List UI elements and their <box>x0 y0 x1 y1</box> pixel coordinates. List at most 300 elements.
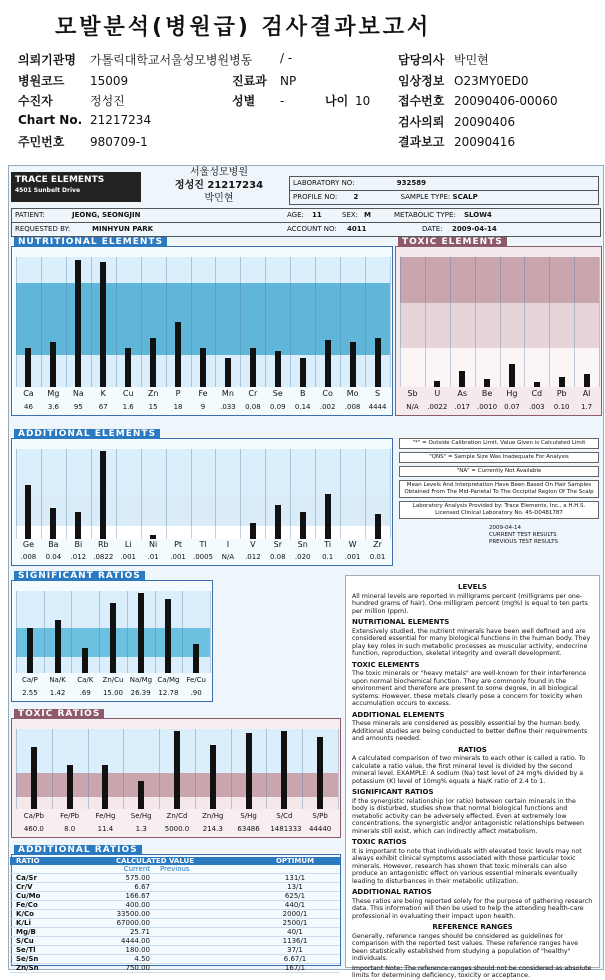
requested-label: REQUESTED BY: <box>15 225 71 233</box>
additional-heading: ADDITIONAL ELEMENTS <box>352 710 445 719</box>
header-label: 병원코드 <box>18 73 65 88</box>
chart-label: U <box>434 389 441 398</box>
significant-ratios-title: SIGNIFICANT RATIOS <box>14 571 145 581</box>
additional-section <box>11 429 393 566</box>
chart-bar <box>350 342 356 388</box>
ratio-optimum: 2500/1 <box>282 919 308 927</box>
header-row <box>398 133 515 153</box>
chart-value: 15 <box>148 403 158 411</box>
chart-bar <box>150 535 156 540</box>
chart-label: Mn <box>221 389 234 398</box>
chart-label: Cu <box>122 389 134 398</box>
chart-bar <box>193 644 199 673</box>
chart-label: Ca/Pb <box>23 812 44 820</box>
ratio-optimum: 131/1 <box>284 874 306 882</box>
chart-bar <box>534 382 540 387</box>
chart-gridline <box>88 729 89 809</box>
stamp-line-2: 정성진 21217234 <box>174 180 264 191</box>
ratio-optimum: 6.67/1 <box>283 955 307 963</box>
ratio-optimum: 40/1 <box>287 928 303 936</box>
ratio-optimum: 625/1 <box>284 892 306 900</box>
stamp-line-3: 박민현 <box>204 193 234 204</box>
chart-bar <box>100 262 106 387</box>
chart-value: .012 <box>245 553 261 561</box>
chart-gridline <box>191 449 192 539</box>
header-row <box>232 72 296 92</box>
chart-bar <box>175 322 181 387</box>
ratio-previous <box>160 919 250 927</box>
metabolic-type: SLOW4 <box>464 211 492 219</box>
ratio-current: 4.50 <box>134 955 150 963</box>
chart-bar <box>125 348 131 387</box>
chart-gridline <box>315 449 316 539</box>
chart-value: .008 <box>344 403 361 411</box>
chart-label: Zn <box>147 389 159 398</box>
chart-value: .0822 <box>93 553 114 561</box>
levels-heading: LEVELS <box>458 583 487 591</box>
chart-bar <box>110 603 116 673</box>
ratio-name: Ca/Sr <box>16 874 37 882</box>
ratio-row <box>10 946 340 955</box>
age-label: AGE: <box>287 211 304 219</box>
chart-value: 1.42 <box>49 689 66 697</box>
chart-bar <box>174 731 180 809</box>
lab-logo <box>11 172 141 202</box>
header-label: 성별 <box>232 94 256 108</box>
chart-band <box>16 257 390 283</box>
ratio-previous <box>160 910 250 918</box>
chart-gridline <box>16 257 17 387</box>
chart-bar <box>225 358 231 387</box>
chart-label: Bi <box>74 540 83 549</box>
chart-gridline <box>340 257 341 387</box>
chart-label: Ge <box>22 540 35 549</box>
chart-value: .003 <box>529 403 545 411</box>
chart-gridline <box>390 449 391 539</box>
chart-bar <box>138 781 144 809</box>
chart-gridline <box>141 257 142 387</box>
ratio-name: Se/Tl <box>16 946 36 954</box>
toxic-section <box>395 237 602 416</box>
ratio-name: Mg/B <box>16 928 36 936</box>
chart-gridline <box>182 591 183 673</box>
ratio-name: Fe/Co <box>16 901 38 909</box>
patient-info <box>11 208 601 237</box>
chart-label: Hg <box>506 389 518 398</box>
chart-bar <box>300 358 306 387</box>
ratio-current: 6.67 <box>134 883 150 891</box>
account-no: 4011 <box>347 225 367 233</box>
chart-band <box>16 283 390 355</box>
header-value: 20090406-00060 <box>454 94 558 108</box>
chart-value: 0.08 <box>245 403 261 411</box>
chart-bar <box>50 342 56 388</box>
header-label: 담당의사 <box>398 53 445 67</box>
chart-value: 1.6 <box>122 403 134 411</box>
chart-bar <box>275 351 281 387</box>
chart-label: Ni <box>149 540 158 549</box>
chart-value: 0.10 <box>553 403 570 411</box>
header-label: 수진자 <box>18 94 53 108</box>
chart-gridline <box>215 449 216 539</box>
ratio-current: 750.00 <box>125 964 150 972</box>
ratio-optimum: 1136/1 <box>282 937 308 945</box>
chart-bar <box>55 620 61 673</box>
header-value: 정성진 <box>90 94 125 108</box>
chart-label: Ca/K <box>77 676 94 684</box>
chart-gridline <box>240 449 241 539</box>
nutritional-section <box>11 237 393 416</box>
toxic-ratios-text: It is important to note that individuals with elevated toxic levels may not always exhibit clinical symptoms associated with those particular toxic minerals. However, research has shown that toxic minerals can also produce an antagonistic effect on various essential minerals eventually leading to disturbances in their metabolic utilization. <box>352 847 582 885</box>
chart-value: .001 <box>344 553 361 561</box>
chart-gridline <box>265 257 266 387</box>
chart-label: Fe/Hg <box>95 812 116 820</box>
ratio-current: 33500.00 <box>116 910 150 918</box>
reference-heading: REFERENCE RANGES <box>432 923 513 931</box>
chart-gridline <box>549 257 550 387</box>
toxic-text: The toxic minerals or "heavy metals" are well-known for their interference upon normal biochemical function. They are commonly found in the environment and therefore are present to some degree, in all biological systems. However, these metals clearly pose a concern for toxicity when accumulation occurs to excess. <box>352 670 587 707</box>
additional-ratios-text: These ratios are being reported solely for the purpose of gathering research data. This information will then be used to help the attending health-care professional in evaluating their impact upon health. <box>352 897 593 920</box>
chart-label: Mg <box>47 389 60 398</box>
metabolic-label: METABOLIC TYPE: <box>394 211 456 219</box>
chart-gridline <box>52 729 53 809</box>
chart-bar <box>509 364 515 387</box>
chart-label: Se/Hg <box>130 812 152 820</box>
chart-value: 63486 <box>237 825 260 833</box>
chart-value: 3.6 <box>47 403 59 411</box>
chart-bar <box>317 737 323 809</box>
header-value: 가톨릭대학교서울성모병원병동 <box>90 53 253 67</box>
ratio-row <box>10 964 340 973</box>
chart-bar <box>50 508 56 540</box>
chart-label: Pb <box>556 389 567 398</box>
chart-gridline <box>127 591 128 673</box>
chart-value: 12.78 <box>158 689 179 697</box>
profile-label: PROFILE NO: <box>293 193 338 201</box>
chart-band <box>16 494 390 526</box>
chart-bar <box>25 348 31 387</box>
toxic-heading: TOXIC ELEMENTS <box>352 660 420 669</box>
chart-value: 26.39 <box>130 689 151 697</box>
chart-value: .69 <box>79 689 91 697</box>
ratio-row <box>10 883 340 892</box>
header-label: 나이 <box>325 94 349 108</box>
chart-label: Ca/Mg <box>157 676 180 684</box>
chart-gridline <box>210 591 211 673</box>
toxic-ratios-heading: TOXIC RATIOS <box>352 838 407 846</box>
chart-label: Sb <box>407 389 418 398</box>
chart-label: K <box>100 389 106 398</box>
ratio-previous <box>160 883 250 891</box>
legend-4: Mean Levels And Interpretation Have Been Based On Hair Samples Obtained From The Mid-Parietal To The Occipital Region Of The Scalp <box>399 480 599 498</box>
chart-value: N/A <box>406 403 419 411</box>
ratio-optimum: 2000/1 <box>282 910 308 918</box>
chart-gridline <box>99 591 100 673</box>
chart-value: 0.07 <box>504 403 520 411</box>
chart-gridline <box>425 257 426 387</box>
ratio-table-header <box>10 857 340 865</box>
chart-value: .001 <box>170 553 186 561</box>
ratio-name: K/Co <box>16 910 34 918</box>
chart-value: 0.1 <box>322 553 334 561</box>
chart-label: V <box>250 540 256 549</box>
chart-bar <box>281 731 287 809</box>
ratio-previous <box>160 892 250 900</box>
logo-sub: 4501 Sunbelt Drive <box>15 187 81 194</box>
chart-value: 18 <box>173 403 183 411</box>
sex: M <box>364 211 371 219</box>
chart-gridline <box>166 449 167 539</box>
current-subheader: Current <box>123 865 150 873</box>
nutritional-heading: NUTRITIONAL ELEMENTS <box>352 618 450 626</box>
chart-gridline <box>574 257 575 387</box>
chart-value: .020 <box>294 553 311 561</box>
chart-gridline <box>91 257 92 387</box>
chart-label: P <box>175 389 181 398</box>
chart-label: Zn/Cu <box>102 676 124 684</box>
ratio-current: 575.00 <box>125 874 150 882</box>
ratio-row <box>10 937 340 946</box>
chart-label: Ti <box>324 540 332 549</box>
chart-value: .90 <box>190 689 202 697</box>
calc-col-header: CALCULATED VALUE <box>115 857 194 865</box>
chart-label: Fe/Pb <box>60 812 80 820</box>
patient-label: PATIENT: <box>15 211 45 219</box>
chart-label: Na/Mg <box>129 676 153 684</box>
ratio-previous <box>160 946 250 954</box>
header-value: 박민현 <box>454 53 489 67</box>
chart-bar <box>246 733 252 809</box>
chart-label: Se <box>272 389 283 398</box>
chart-value: .012 <box>70 553 87 561</box>
chart-value: 0.08 <box>270 553 286 561</box>
logo-text: TRACE ELEMENTS <box>15 175 105 185</box>
ratios-heading: RATIOS <box>458 745 487 754</box>
chart-bar <box>31 747 37 809</box>
header-row <box>398 72 529 92</box>
report-date: 2009-04-14 <box>452 225 497 233</box>
header-value: 20090416 <box>454 135 516 149</box>
chart-gridline <box>231 729 232 809</box>
chart-label: Fe/Cu <box>186 676 206 684</box>
chart-value: 5000.0 <box>164 825 190 833</box>
chart-value: .017 <box>454 403 470 411</box>
chart-bar <box>75 512 81 539</box>
legend-previous: PREVIOUS TEST RESULTS <box>489 539 558 545</box>
sex-label: SEX: <box>342 211 359 219</box>
chart-label: S <box>374 389 381 398</box>
chart-label: Rb <box>97 540 109 549</box>
header-label: 검사의뢰 <box>398 114 445 129</box>
chart-gridline <box>338 729 339 809</box>
chart-gridline <box>44 591 45 673</box>
page-title: 모발분석(병원급) 검사결과보고서 <box>55 15 432 40</box>
header-label: 결과보고 <box>398 135 445 149</box>
chart-label: S/Hg <box>240 812 257 820</box>
ratio-table-subheader <box>10 865 340 874</box>
chart-gridline <box>123 729 124 809</box>
additional-ratios-table <box>10 857 340 973</box>
chart-gridline <box>599 257 600 387</box>
ratio-previous <box>160 955 250 963</box>
toxic-title: TOXIC ELEMENTS <box>398 237 507 247</box>
chart-label: Al <box>582 389 591 398</box>
header-label: 접수번호 <box>398 94 445 108</box>
account-label: ACCOUNT NO: <box>287 225 337 233</box>
ratio-row <box>10 955 340 964</box>
ratio-previous <box>160 964 250 972</box>
chart-value: 67 <box>98 403 108 411</box>
chart-gridline <box>41 257 42 387</box>
ratio-current: 67000.00 <box>116 919 150 927</box>
chart-label: S/Cd <box>276 812 293 820</box>
header-value: 21217234 <box>90 112 152 127</box>
legend-3: "NA" = Currently Not Available <box>399 466 599 477</box>
additional-ratios-title: ADDITIONAL RATIOS <box>14 845 142 855</box>
ratio-previous <box>160 901 250 909</box>
chart-bar <box>27 628 33 673</box>
ratio-row <box>10 874 340 883</box>
header-value: - <box>280 94 285 108</box>
nutritional-title: NUTRITIONAL ELEMENTS <box>14 237 167 247</box>
additional-title: ADDITIONAL ELEMENTS <box>14 429 160 439</box>
ratio-row <box>10 910 340 919</box>
chart-label: Na <box>72 389 84 398</box>
chart-bar <box>138 593 144 673</box>
legend-date: 2009-04-14 <box>489 525 521 531</box>
chart-label: Zr <box>373 540 382 549</box>
header-label: 주민번호 <box>18 135 65 149</box>
header-row <box>18 72 128 92</box>
date-label: DATE: <box>422 225 443 233</box>
chart-bar <box>484 379 490 387</box>
chart-gridline <box>365 257 366 387</box>
chart-value: .008 <box>20 553 37 561</box>
header-value: 980709-1 <box>90 135 148 149</box>
header-label: 의뢰기관명 <box>18 53 76 67</box>
chart-value: 0.04 <box>45 553 62 561</box>
ratio-previous <box>160 874 250 882</box>
chart-value: 15.00 <box>102 689 124 697</box>
chart-gridline <box>365 449 366 539</box>
chart-bar <box>75 260 81 387</box>
ratio-name: S/Cu <box>16 937 34 945</box>
chart-label: Co <box>322 389 333 398</box>
chart-gridline <box>475 257 476 387</box>
chart-bar <box>300 512 306 539</box>
chart-gridline <box>41 449 42 539</box>
ratio-row <box>10 892 340 901</box>
patient-name: JEONG, SEONGJIN <box>72 211 141 219</box>
toxic-ratios-title: TOXIC RATIOS <box>14 709 104 719</box>
chart-bar <box>325 494 331 539</box>
chart-gridline <box>195 729 196 809</box>
requested-by: MINHYUN PARK <box>92 225 154 233</box>
chart-value: .033 <box>220 403 236 411</box>
ratio-current: 400.00 <box>125 901 150 909</box>
chart-value: 8.0 <box>64 825 76 833</box>
chart-label: Zn/Cd <box>166 812 188 820</box>
chart-label: As <box>457 389 467 398</box>
chart-bar <box>559 377 565 387</box>
chart-value: .0022 <box>427 403 448 411</box>
header-row <box>18 133 148 153</box>
chart-value: 46 <box>24 403 33 411</box>
header-row <box>18 92 125 112</box>
chart-gridline <box>191 257 192 387</box>
chart-bar <box>459 371 465 387</box>
chart-gridline <box>91 449 92 539</box>
significant-ratios-section <box>11 571 213 702</box>
header-value: O23MY0ED0 <box>454 73 529 88</box>
ratio-optimum: 167/1 <box>284 964 306 972</box>
chart-bar <box>584 374 590 387</box>
reference-text: Generally, reference ranges should be considered as guidelines for comparison with the reported test values. These reference ranges have been statistically established from studying a population of "healthy" individuals. <box>352 932 579 962</box>
chart-label: Pt <box>174 540 183 549</box>
chart-label: Fe <box>198 389 208 398</box>
ratio-previous <box>160 928 250 936</box>
chart-label: W <box>348 540 357 549</box>
chart-value: 11.4 <box>97 825 114 833</box>
sample-info <box>289 176 599 205</box>
chart-value: .01 <box>147 553 159 561</box>
chart-label: Sn <box>297 540 308 549</box>
sample-type: SCALP <box>452 193 478 201</box>
ratio-name: Se/Sn <box>16 955 39 963</box>
chart-value: 1481333 <box>270 825 302 833</box>
chart-gridline <box>450 257 451 387</box>
chart-band <box>16 449 390 494</box>
ratio-optimum: 37/1 <box>287 946 303 954</box>
chart-gridline <box>266 729 267 809</box>
header-label: 진료과 <box>232 74 267 88</box>
chart-gridline <box>71 591 72 673</box>
chart-label: I <box>226 540 230 549</box>
header-value: 10 <box>355 94 371 108</box>
chart-label: S/Pb <box>312 812 328 820</box>
chart-label: Zn/Hg <box>202 812 224 820</box>
chart-value: 2.55 <box>22 689 38 697</box>
chart-gridline <box>524 257 525 387</box>
chart-bar <box>150 338 156 387</box>
chart-bar <box>325 340 331 387</box>
chart-gridline <box>390 257 391 387</box>
header-label: Chart No. <box>18 112 83 127</box>
legend-block <box>399 438 599 578</box>
chart-value: .0005 <box>192 553 214 561</box>
header-value: / - <box>280 51 293 65</box>
chart-label: Tl <box>199 540 207 549</box>
chart-value: .001 <box>120 553 136 561</box>
chart-bar <box>250 523 256 539</box>
chart-gridline <box>400 257 401 387</box>
chart-gridline <box>290 257 291 387</box>
header-value: NP <box>280 74 297 88</box>
stamp-line-1: 서울성모병원 <box>190 167 248 178</box>
chart-gridline <box>215 257 216 387</box>
chart-gridline <box>265 449 266 539</box>
additional-text: These minerals are considered as possibly essential by the human body. Additional studies are being conducted to better define their requirements and amounts needed. <box>352 720 588 742</box>
header-row <box>232 51 292 71</box>
header-value: 20090406 <box>454 114 516 129</box>
chart-band <box>16 526 390 540</box>
significant-heading: SIGNIFICANT RATIOS <box>352 788 434 796</box>
chart-label: Cd <box>531 389 543 398</box>
sample-label: SAMPLE TYPE: <box>400 193 451 201</box>
header-row <box>398 113 515 133</box>
chart-gridline <box>315 257 316 387</box>
chart-gridline <box>116 257 117 387</box>
